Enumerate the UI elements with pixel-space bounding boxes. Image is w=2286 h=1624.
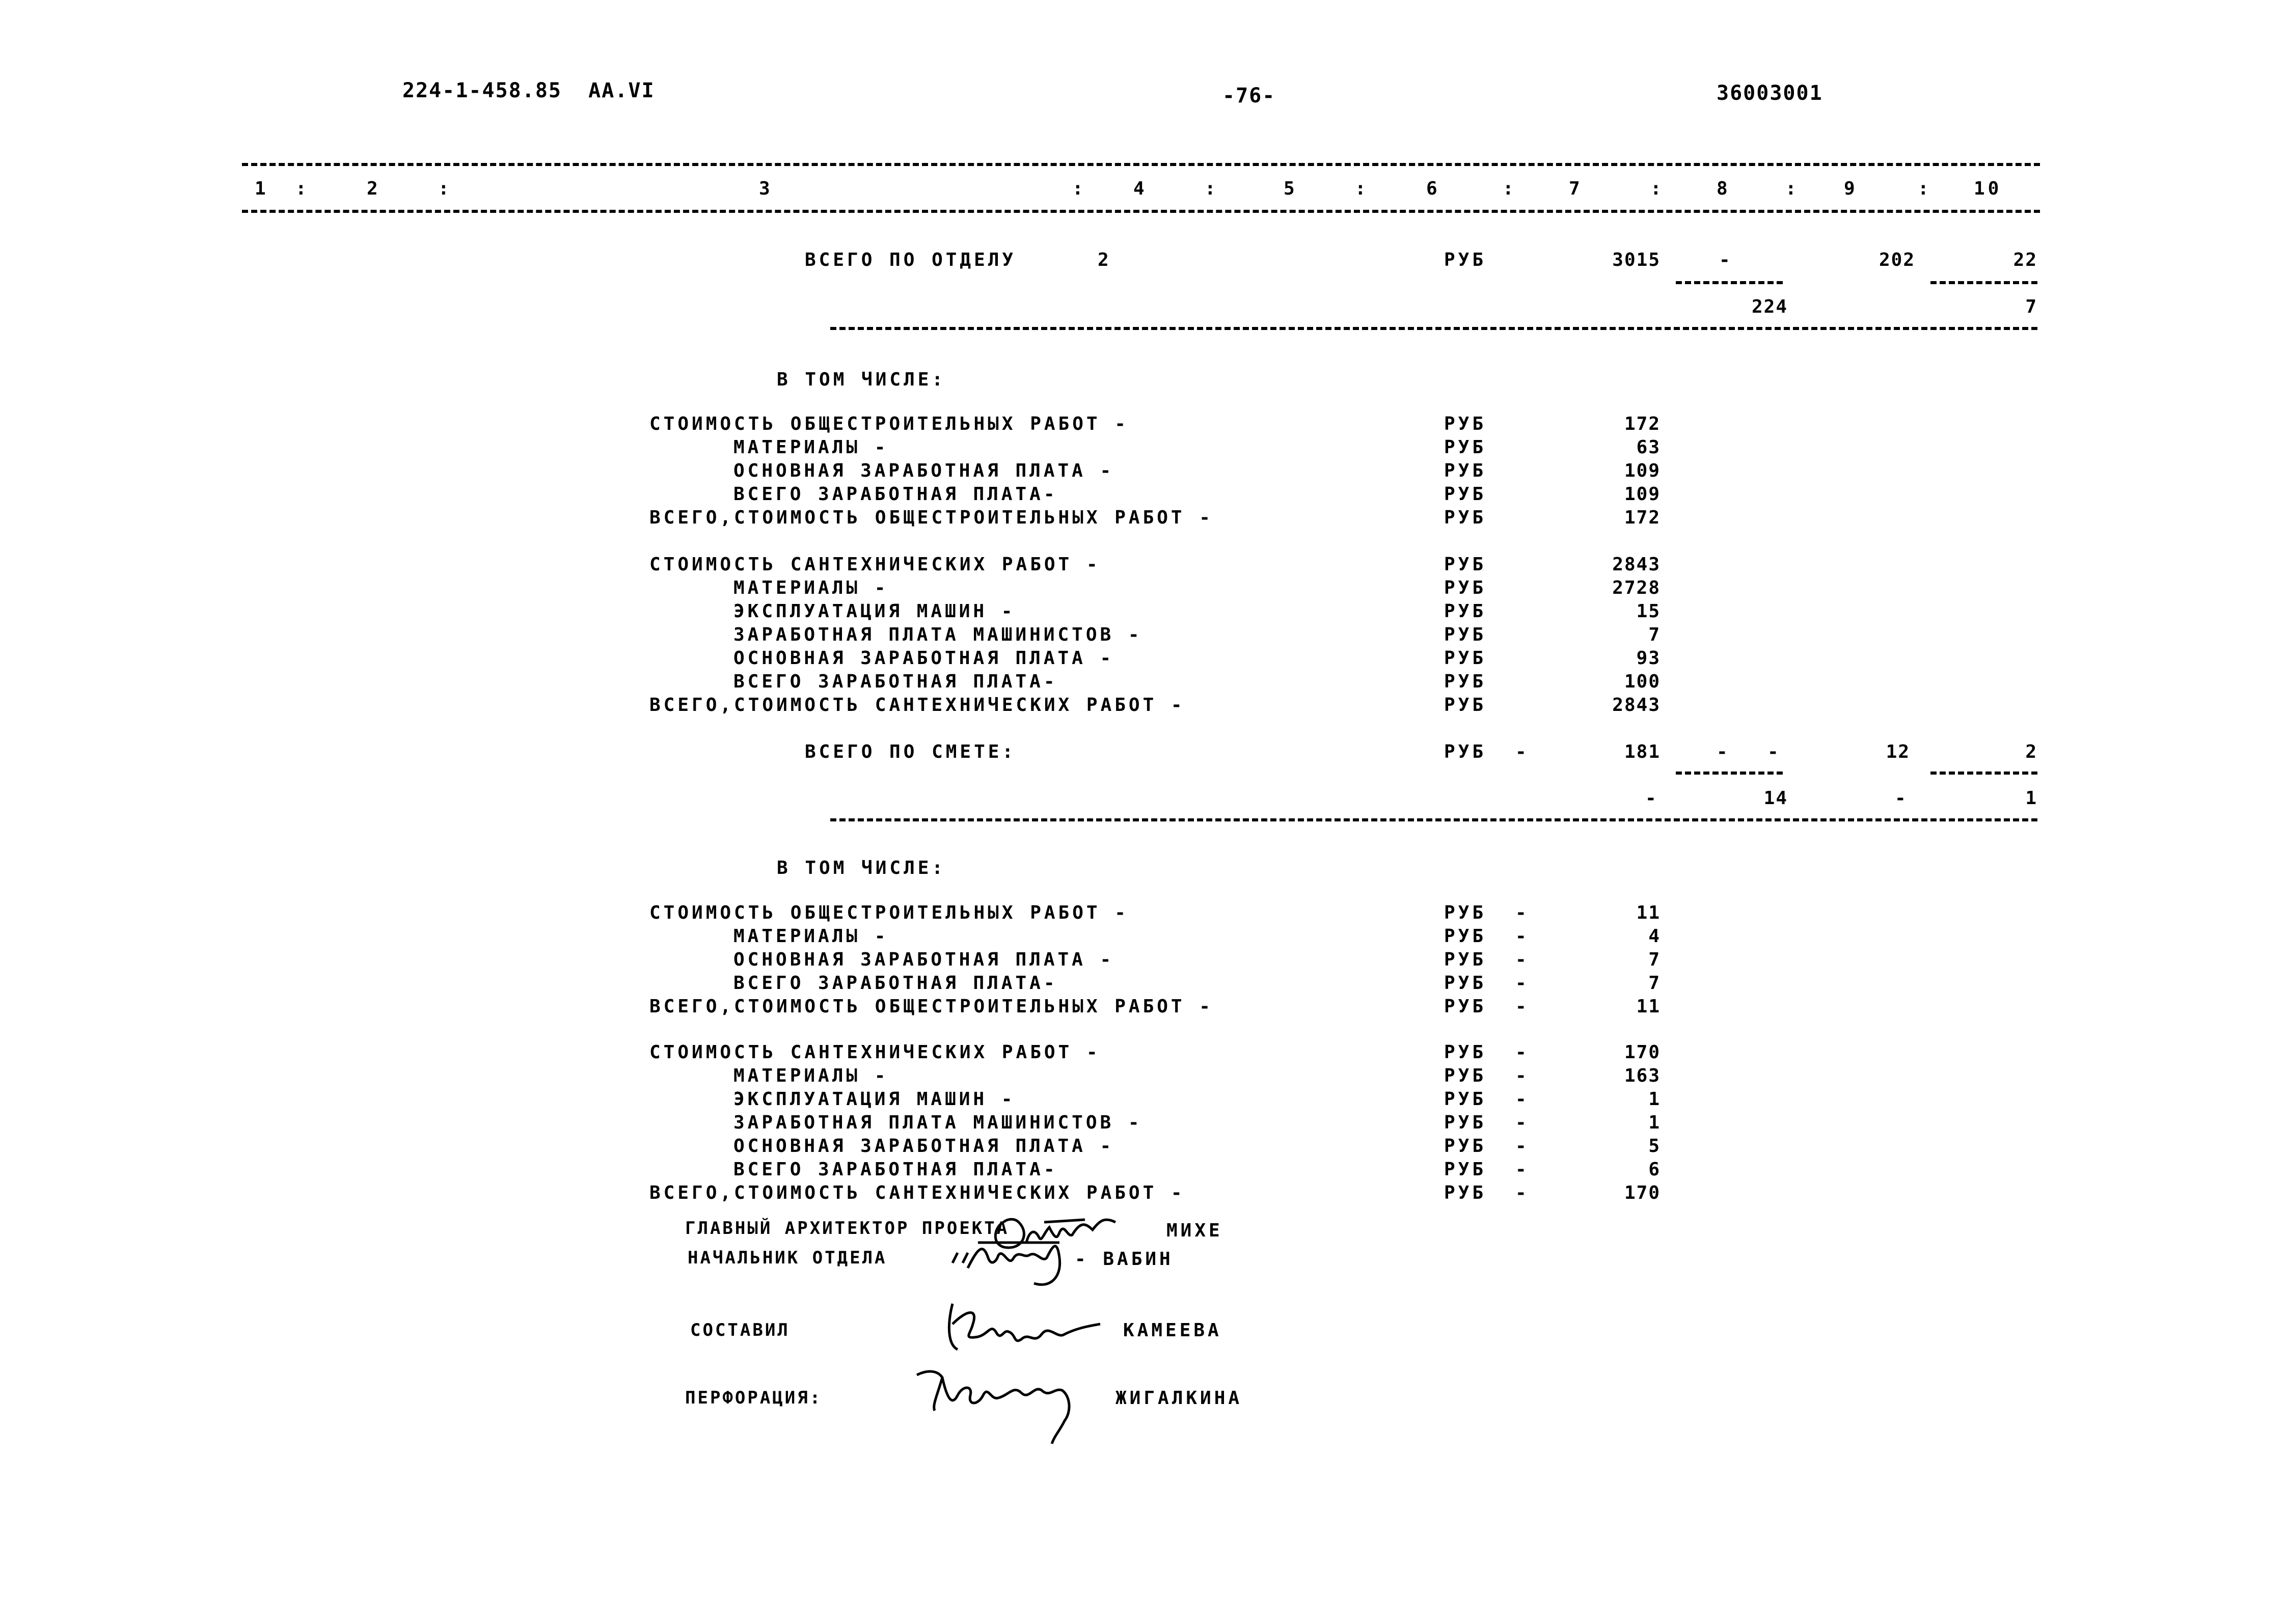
list-item-dash: - [1515,926,1530,947]
col-6: 6 [1426,178,1440,199]
col-3: 3 [759,178,773,199]
list-item-unit: РУБ [1444,414,1487,434]
list-item-value: 6 [1648,1159,1661,1180]
col-7: 7 [1569,178,1583,199]
list-item-label: СТОИМОСТЬ САНТЕХНИЧЕСКИХ РАБОТ - [649,1042,1101,1063]
col-8: 8 [1717,178,1731,199]
estimate-total-dash: - [1515,741,1530,762]
list-item-value: 2843 [1612,695,1661,715]
list-item-dash: - [1515,1136,1530,1157]
list-item-value: 63 [1636,437,1661,458]
list-item-dash: - [1515,949,1530,970]
section2-incl-label: В ТОМ ЧИСЛЕ: [777,858,946,878]
dept-total-c9: 202 [1879,250,1915,270]
list-item-dash: - [1515,1112,1530,1133]
col-2: 2 [367,178,381,199]
list-item-label: МАТЕРИАЛЫ - [733,1065,889,1086]
dept-total-sub-c8: 224 [1751,296,1788,317]
list-item-unit: РУБ [1444,949,1487,970]
list-item-value: 163 [1624,1065,1661,1086]
list-item-unit: РУБ [1444,1136,1487,1157]
list-item-unit: РУБ [1444,554,1487,575]
col-10: 10 [1974,178,2002,199]
signature-image [902,1355,1115,1446]
table-top-rule [242,163,2040,166]
list-item-dash: - [1515,973,1530,994]
list-item-value: 172 [1624,507,1661,528]
list-item-label: ВСЕГО,СТОИМОСТЬ ОБЩЕСТРОИТЕЛЬНЫХ РАБОТ - [649,996,1213,1017]
list-item-value: 7 [1648,949,1661,970]
list-item-value: 109 [1624,484,1661,505]
list-item-label: МАТЕРИАЛЫ - [733,437,889,458]
list-item-dash: - [1515,1159,1530,1180]
signature-role: НАЧАЛЬНИК ОТДЕЛА [688,1248,887,1268]
list-item-value: 170 [1624,1182,1661,1203]
list-item-value: 100 [1624,671,1661,692]
list-item-label: ЭКСПЛУАТАЦИЯ МАШИН - [733,1089,1016,1110]
list-item-unit: РУБ [1444,460,1487,481]
list-item-value: 4 [1648,926,1661,947]
list-item-unit: РУБ [1444,577,1487,598]
dept-total-c8: - [1719,250,1733,270]
list-item-label: СТОИМОСТЬ САНТЕХНИЧЕСКИХ РАБОТ - [649,554,1101,575]
estimate-total-sub-c10: 1 [2025,788,2037,809]
list-item-unit: РУБ [1444,671,1487,692]
list-item-unit: РУБ [1444,437,1487,458]
list-item-dash: - [1515,1182,1530,1203]
estimate-total-c9: 12 [1886,741,1910,762]
list-item-unit: РУБ [1444,1065,1487,1086]
list-item-value: 11 [1636,996,1661,1017]
signature-image [932,1293,1126,1360]
dept-total-c10: 22 [2013,250,2037,270]
list-item-unit: РУБ [1444,1042,1487,1063]
list-item-unit: РУБ [1444,926,1487,947]
signature-role: ГЛАВНЫЙ АРХИТЕКТОР ПРОЕКТА [685,1218,1010,1238]
list-item-unit: РУБ [1444,648,1487,669]
list-item-label: ВСЕГО,СТОИМОСТЬ САНТЕХНИЧЕСКИХ РАБОТ - [649,695,1185,715]
list-item-unit: РУБ [1444,973,1487,994]
list-item-value: 11 [1636,902,1661,923]
list-item-label: ВСЕГО ЗАРАБОТНАЯ ПЛАТА- [733,671,1058,692]
col-9: 9 [1844,178,1858,199]
list-item-unit: РУБ [1444,1089,1487,1110]
list-item-value: 170 [1624,1042,1661,1063]
list-item-label: ОСНОВНАЯ ЗАРАБОТНАЯ ПЛАТА - [733,1136,1114,1157]
col-1: 1 [255,178,269,199]
list-item-value: 172 [1624,414,1661,434]
list-item-label: ЗАРАБОТНАЯ ПЛАТА МАШИНИСТОВ - [733,624,1142,645]
page-number: -76- [1222,84,1276,107]
list-item-value: 15 [1636,601,1661,622]
dept-total-rule [830,327,2037,330]
list-item-label: ВСЕГО,СТОИМОСТЬ САНТЕХНИЧЕСКИХ РАБОТ - [649,1182,1185,1203]
dept-total-c7: 3015 [1612,250,1661,270]
list-item-unit: РУБ [1444,1182,1487,1203]
list-item-label: ЗАРАБОТНАЯ ПЛАТА МАШИНИСТОВ - [733,1112,1142,1133]
list-item-label: СТОИМОСТЬ ОБЩЕСТРОИТЕЛЬНЫХ РАБОТ - [649,414,1129,434]
signature-role: ПЕРФОРАЦИЯ: [685,1388,823,1408]
list-item-value: 93 [1636,648,1661,669]
list-item-value: 1 [1648,1112,1661,1133]
dept-total-unit: РУБ [1444,250,1487,270]
col-5: 5 [1284,178,1298,199]
list-item-unit: РУБ [1444,484,1487,505]
estimate-total-sub-c8: 14 [1763,788,1788,809]
list-item-label: МАТЕРИАЛЫ - [733,577,889,598]
estimate-total-c8b: - [1767,741,1782,762]
list-item-unit: РУБ [1444,507,1487,528]
list-item-label: МАТЕРИАЛЫ - [733,926,889,947]
list-item-label: ЭКСПЛУАТАЦИЯ МАШИН - [733,601,1016,622]
list-item-value: 5 [1648,1136,1661,1157]
signature-name: ЖИГАЛКИНА [1115,1388,1243,1409]
list-item-dash: - [1515,1065,1530,1086]
table-header-rule [242,210,2040,213]
list-item-unit: РУБ [1444,624,1487,645]
estimate-total-sub-c9: - [1895,788,1909,809]
list-item-value: 7 [1648,973,1661,994]
list-item-unit: РУБ [1444,601,1487,622]
list-item-label: ОСНОВНАЯ ЗАРАБОТНАЯ ПЛАТА - [733,648,1114,669]
estimate-total-rule [830,818,2037,821]
signature-name: КАМЕЕВА [1123,1320,1222,1341]
dept-total-sub-c10: 7 [2025,296,2037,317]
signature-image [947,1227,1080,1293]
doc-code: 224-1-458.85 АА.VI [402,79,655,102]
estimate-total-c7: 181 [1624,741,1661,762]
list-item-dash: - [1515,902,1530,923]
estimate-total-c8a: - [1717,741,1731,762]
signature-name: МИХЕ [1166,1220,1223,1241]
col-4: 4 [1133,178,1148,199]
list-item-value: 2843 [1612,554,1661,575]
dept-total-num: 2 [1098,250,1112,270]
list-item-unit: РУБ [1444,1159,1487,1180]
list-item-unit: РУБ [1444,695,1487,715]
signature-role: СОСТАВИЛ [690,1320,790,1340]
list-item-dash: - [1515,1042,1530,1063]
list-item-label: ОСНОВНАЯ ЗАРАБОТНАЯ ПЛАТА - [733,949,1114,970]
list-item-dash: - [1515,1089,1530,1110]
list-item-dash: - [1515,996,1530,1017]
list-item-label: ОСНОВНАЯ ЗАРАБОТНАЯ ПЛАТА - [733,460,1114,481]
signature-name: - ВАБИН [1075,1249,1174,1270]
list-item-unit: РУБ [1444,902,1487,923]
list-item-label: ВСЕГО ЗАРАБОТНАЯ ПЛАТА- [733,1159,1058,1180]
list-item-label: СТОИМОСТЬ ОБЩЕСТРОИТЕЛЬНЫХ РАБОТ - [649,902,1129,923]
section1-incl-label: В ТОМ ЧИСЛЕ: [777,369,946,390]
estimate-total-sub-c7: - [1645,788,1659,809]
list-item-value: 7 [1648,624,1661,645]
list-item-unit: РУБ [1444,996,1487,1017]
list-item-value: 2728 [1612,577,1661,598]
list-item-unit: РУБ [1444,1112,1487,1133]
list-item-label: ВСЕГО ЗАРАБОТНАЯ ПЛАТА- [733,484,1058,505]
doc-number: 36003001 [1717,81,1823,105]
estimate-total-label: ВСЕГО ПО СМЕТЕ: [805,741,1017,762]
estimate-total-c10: 2 [2025,741,2037,762]
list-item-value: 1 [1648,1089,1661,1110]
list-item-value: 109 [1624,460,1661,481]
list-item-label: ВСЕГО,СТОИМОСТЬ ОБЩЕСТРОИТЕЛЬНЫХ РАБОТ - [649,507,1213,528]
estimate-total-unit: РУБ [1444,741,1487,762]
dept-total-label: ВСЕГО ПО ОТДЕЛУ [805,250,1017,270]
list-item-label: ВСЕГО ЗАРАБОТНАЯ ПЛАТА- [733,973,1058,994]
